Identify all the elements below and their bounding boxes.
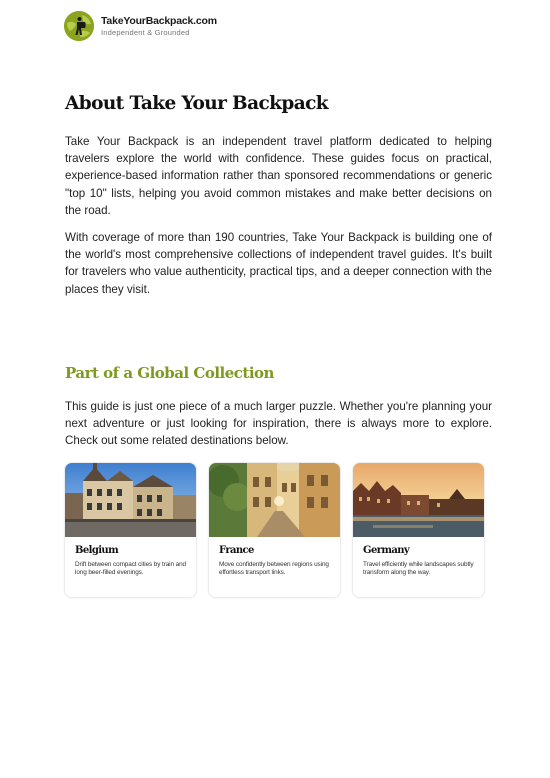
about-paragraph-2: With coverage of more than 190 countries, Take Your Backpack is building one of the world's most comprehensive collections of independent travel guides. It's built for travelers who value authenticity, practical tips, and a deeper connection with the places they visit. (65, 231, 492, 296)
france-photo (209, 463, 340, 537)
belgium-photo (65, 463, 196, 537)
destination-card-belgium[interactable] (65, 463, 196, 597)
card-title: Belgium (75, 545, 119, 556)
card-title: Germany (363, 545, 410, 556)
card-description: Travel efficiently while landscapes subtly transform along the way. (363, 561, 474, 577)
brand-tagline: Independent & Grounded (101, 27, 190, 37)
destination-card-france[interactable] (209, 463, 340, 597)
hiker-globe-icon (64, 11, 94, 41)
site-header (64, 11, 217, 41)
card-description: Drift between compact cities by train and long beer-filled evenings. (75, 561, 186, 577)
destination-card-germany[interactable] (353, 463, 484, 597)
collection-title: Part of a Global Collection (65, 364, 274, 382)
about-paragraph-1: Take Your Backpack is an independent travel platform dedicated to helping travelers explore the world with confidence. These guides focus on practical, experience-based information rather than sponsored recommendations or generic "top 10" lists, helping you avoid common mistakes and make better decisions on the road. (65, 135, 492, 217)
collection-intro: This guide is just one piece of a much larger puzzle. Whether you're planning your next adventure or just looking for inspiration, there is always more to explore. Check out some related destinations below. (65, 400, 492, 448)
brand-name[interactable]: TakeYourBackpack.com (101, 15, 217, 27)
destination-cards (65, 463, 485, 597)
about-title: About Take Your Backpack (65, 93, 328, 114)
germany-photo (353, 463, 484, 537)
card-title: France (219, 545, 254, 556)
card-description: Move confidently between regions using effortless transport links. (219, 561, 329, 577)
